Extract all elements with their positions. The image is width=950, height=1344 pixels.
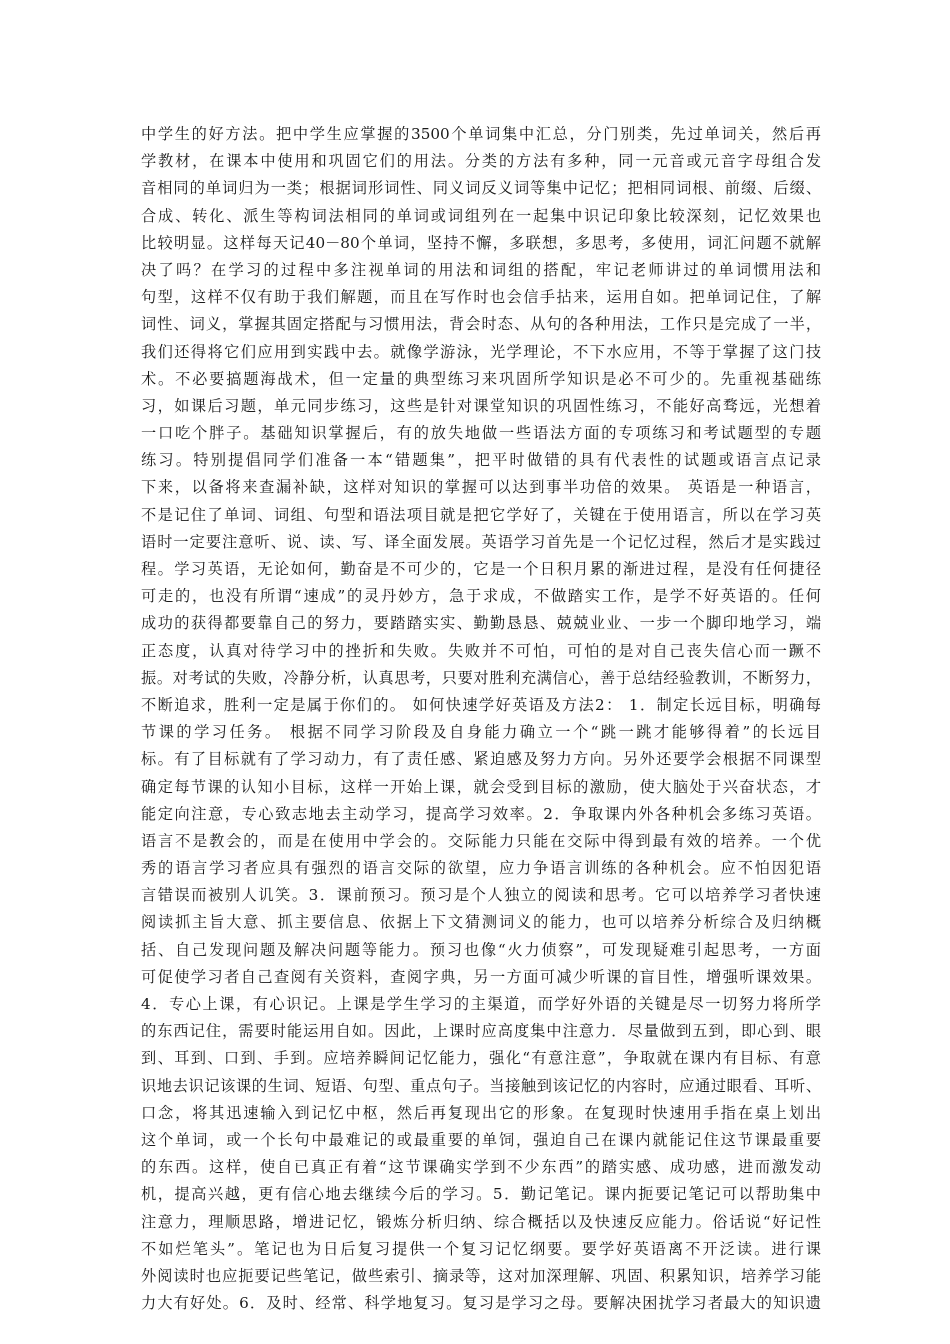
text-line: 口念，将其迅速输入到记忆中枢，然后再复现出它的形象。在复现时快速用手指在桌上划出 — [141, 1103, 821, 1122]
text-line: 不是记住了单词、词组、句型和语法项目就是把它学好了，关键在于使用语言，所以在学习英 — [141, 505, 821, 524]
text-line: 习，如课后习题，单元同步练习，这些是针对课堂知识的巩固性练习，不能好高骛远，光想着 — [141, 396, 821, 415]
text-line: 识地去识记该课的生词、短语、句型、重点句子。当接触到该记忆的内容时，应通过眼看、耳听、 — [141, 1076, 821, 1095]
text-line: 我们还得将它们应用到实践中去。就像学游泳，光学理论，不下水应用，不等于掌握了这门技 — [141, 342, 821, 361]
text-line: 振。对考试的失败，冷静分析，认真思考，只要对胜利充满信心，善于总结经验教训，不断努力， — [141, 668, 821, 687]
text-line: 4．专心上课，有心识记。上课是学生学习的主渠道，而学好外语的关键是尽一切努力将所学 — [141, 995, 821, 1013]
text-line: 标。有了目标就有了学习动力，有了责任感、紧迫感及努力方向。另外还要学会根据不同课型 — [141, 750, 821, 769]
text-line: 语言不是教会的，而是在使用中学会的。交际能力只能在交际中得到最有效的培养。一个优 — [141, 831, 821, 850]
text-line: 下来，以备将来查漏补缺，这样对知识的掌握可以达到事半功倍的效果。 英语是一种语言， — [141, 478, 821, 497]
text-line: 一口吃个胖子。基础知识掌握后，有的放失地做一些语法方面的专项练习和考试题型的专题 — [141, 424, 821, 443]
text-line: 节课的学习任务。 根据不同学习阶段及自身能力确立一个“跳一跳才能够得着”的长远目 — [141, 723, 821, 742]
text-line: 成功的获得都要靠自己的努力，要踏踏实实、勤勤恳恳、兢兢业业、一步一个脚印地学习，端 — [141, 614, 821, 633]
text-line: 可促使学习者自己查阅有关资料，查阅字典，另一方面可减少听课的盲目性，增强听课效果。 — [141, 967, 821, 986]
text-line: 言错误而被别人讥笑。3．课前预习。预习是个人独立的阅读和思考。它可以培养学习者快速 — [141, 886, 821, 905]
text-line: 不断追求，胜利一定是属于你们的。 如何快速学好英语及方法2： 1．制定长远目标，明确每 — [141, 695, 821, 714]
text-line: 能定向注意，专心致志地去主动学习，提高学习效率。2．争取课内外各种机会多练习英语。 — [141, 804, 821, 823]
text-line: 术。不必要搞题海战术，但一定量的典型练习来巩固所学知识是必不可少的。先重视基础练 — [141, 369, 821, 388]
text-line: 的东西。这样，使自已真正有着“这节课确实学到不少东西”的踏实感、成功感，进而激发动 — [141, 1158, 821, 1177]
text-line: 这个单词，或一个长句中最难记的或最重要的单饲，强迫自己在课内就能记住这节课最重要 — [141, 1130, 821, 1149]
text-line: 合成、转化、派生等构词法相同的单词或词组列在一起集中识记印象比较深刻，记忆效果也 — [141, 206, 821, 225]
text-line: 正态度，认真对待学习中的挫折和失败。失败并不可怕，可怕的是对自己丧失信心而一蹶不 — [141, 641, 821, 660]
text-line: 的东西记住，需要时能运用自如。因此，上课时应高度集中注意力．尽量做到五到，即心到、眼 — [141, 1022, 821, 1041]
text-line: 决了吗？在学习的过程中多注视单词的用法和词组的搭配，牢记老师讲过的单词惯用法和 — [141, 260, 821, 279]
text-line: 到、耳到、口到、手到。应培养瞬间记忆能力，强化“有意注意”，争取就在课内有目标、有意 — [141, 1049, 821, 1068]
text-line: 力大有好处。6．及时、经常、科学地复习。复习是学习之母。要解决困扰学习者最大的知识遗 — [141, 1294, 821, 1313]
text-line: 机，提高兴越，更有信心地去继续今后的学习。5．勤记笔记。课内扼要记笔记可以帮助集中 — [141, 1185, 821, 1204]
text-line: 程。学习英语，无论如何，勤奋是不可少的，它是一个日积月累的渐进过程，是没有任何捷径 — [141, 560, 821, 578]
text-line: 音相同的单词归为一类；根据词形词性、同义词反义词等集中记忆；把相同词根、前缀、后缀、 — [141, 179, 821, 198]
text-line: 括、自己发现问题及解决问题等能力。预习也像“火力侦察”，可发现疑难引起思考，一方面 — [141, 940, 821, 959]
text-line: 句型，这样不仅有助于我们解题，而且在写作时也会信手拈来，运用自如。把单词记住，了解 — [141, 288, 821, 307]
text-line: 注意力，理顺思路，增进记忆，锻炼分析归纳、综合概括以及快速反应能力。俗话说“好记性 — [141, 1212, 821, 1231]
text-line: 秀的语言学习者应具有强烈的语言交际的欲望，应力争语言训练的各种机会。应不怕因犯语 — [141, 859, 821, 878]
text-line: 不如烂笔头”。笔记也为日后复习提供一个复习记忆纲要。要学好英语离不开泛读。进行课 — [141, 1239, 821, 1258]
text-line: 中学生的好方法。把中学生应掌握的3500个单词集中汇总，分门别类，先过单词关，然后再 — [141, 125, 821, 143]
text-line: 阅读抓主旨大意、抓主要信息、依据上下文猜测词义的能力，也可以培养分析综合及归纳概 — [141, 913, 821, 932]
text-line: 外阅读时也应扼要记些笔记，做些索引、摘录等，这对加深理解、巩固、积累知识，培养学习能 — [141, 1266, 821, 1285]
text-line: 确定每节课的认知小目标，这样一开始上课，就会受到目标的激励，使大脑处于兴奋状态，才 — [141, 777, 821, 796]
text-line: 语时一定要注意听、说、读、写、译全面发展。英语学习首先是一个记忆过程，然后才是实践过 — [141, 532, 821, 551]
text-line: 可走的，也没有所谓“速成”的灵丹妙方，急于求成，不做踏实工作，是学不好英语的。任何 — [141, 587, 821, 606]
text-line: 学教材，在课本中使用和巩固它们的用法。分类的方法有多种，同一元音或元音字母组合发 — [141, 152, 821, 171]
text-line: 练习。特别提倡同学们准备一本“错题集”，把平时做错的具有代表性的试题或语言点记录 — [141, 451, 821, 470]
body-text — [141, 121, 821, 1317]
text-line: 词性、词义，掌握其固定搭配与习惯用法，背会时态、从句的各种用法，工作只是完成了一半， — [141, 315, 821, 334]
text-line: 比较明显。这样每天记40－80个单词，坚持不懈，多联想，多思考，多使用，词汇问题不就解 — [141, 233, 821, 252]
